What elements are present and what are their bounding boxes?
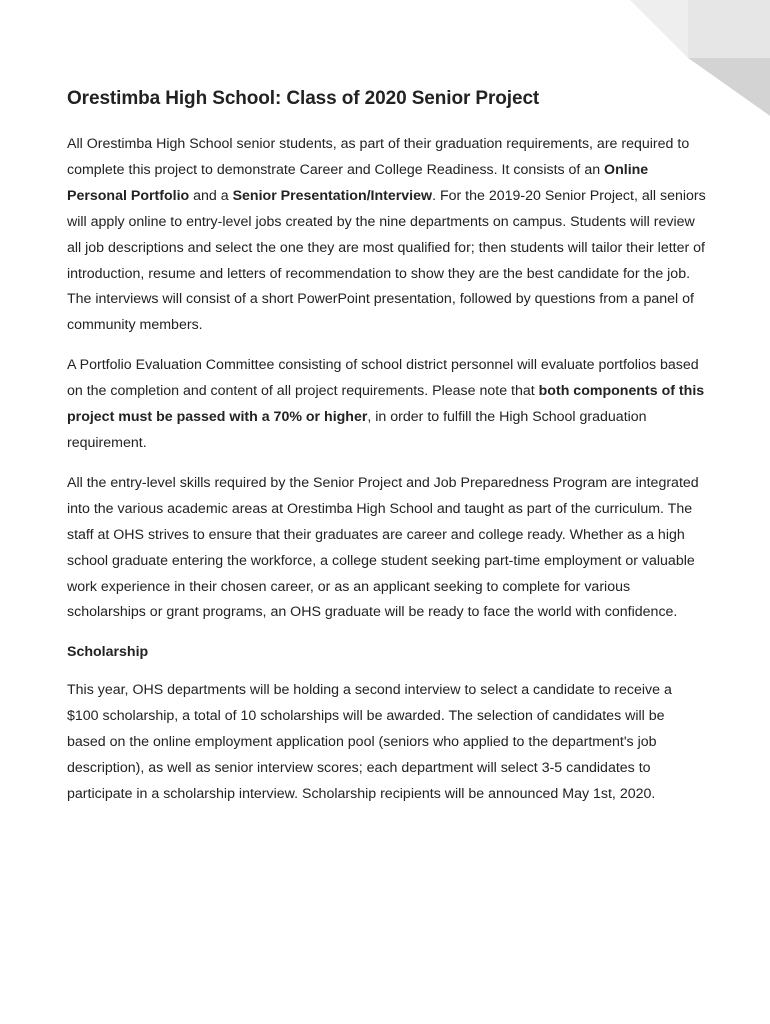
evaluation-text-2: , in order to fulfill the High School graduation requirement. [67,409,647,451]
intro-text-1: All Orestimba High School senior students, as part of their graduation requirements, are required to complete this project to demonstrate Career and College Readiness. It consists of an [67,136,690,178]
online-portfolio-emphasis: Online Personal Portfolio [67,161,649,204]
skills-paragraph: All the entry-level skills required by the Senior Project and Job Preparedness Program are integrated into the various academic areas at Orestimba High School and taught as part of the curriculum. The staff at OHS strives to ensure that their graduates are career and college ready. Whether as a high school graduate entering the workforce, a college student seeking part-time employment or valuable work experience in their chosen career, or as an applicant seeking to complete for various scholarships or grant programs, an OHS graduate will be ready to face the world with confidence. [67,474,699,621]
intro-text-3: . For the 2019-20 Senior Project, all seniors will apply online to entry-level jobs created by the nine departments on campus. Students will review all job descriptions and select the one they are most qualified for; then students will tailor their letter of introduction, resume and letters of recommendation to show they are the best candidate for the job. The interviews will consist of a short PowerPoint presentation, followed by questions from a panel of community members. [67,187,706,334]
scholarship-heading: Scholarship [67,644,149,661]
document-body [67,88,707,822]
evaluation-paragraph [67,353,707,457]
presentation-interview-emphasis: Senior Presentation/Interview [232,187,433,204]
evaluation-text-1: A Portfolio Evaluation Committee consisting of school district personnel will evaluate portfolios based on the completion and content of all project requirements. Please note that [67,357,699,400]
scholarship-paragraph: This year, OHS departments will be holding a second interview to select a candidate to receive a $100 scholarship, a total of 10 scholarships will be awarded. The selection of candidates will be based on the online employment application pool (seniors who applied to the department's job description), as well as senior interview scores; each department will select 3-5 candidates to participate in a scholarship interview. Scholarship recipients will be announced May 1st, 2020. [67,682,672,802]
intro-text-2: and a [189,187,233,204]
passing-requirement-emphasis: both components of this project must be passed with a 70% or higher [67,383,705,426]
intro-paragraph [67,132,707,339]
document-title: Orestimba High School: Class of 2020 Senior Project [67,88,540,109]
